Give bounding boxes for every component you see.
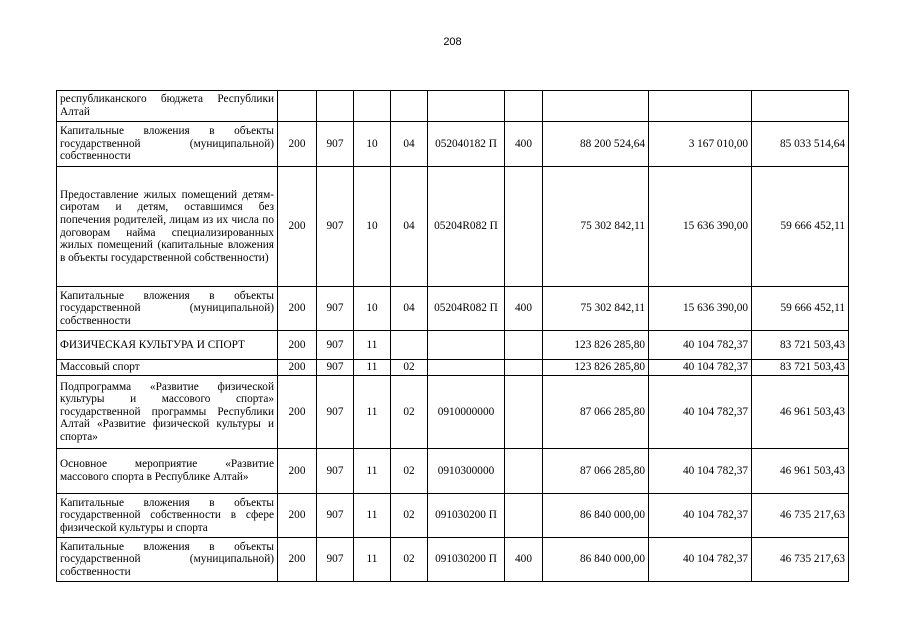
org-code-cell: 907 bbox=[317, 331, 354, 360]
expense-type-cell bbox=[505, 167, 543, 287]
republic-amount-cell bbox=[752, 91, 849, 122]
row-name-cell: Капитальные вложения в объекты государственной (муниципальной) собственности bbox=[57, 538, 278, 582]
federal-amount-cell: 40 104 782,37 bbox=[649, 538, 752, 582]
table-row bbox=[57, 331, 849, 360]
admin-code-cell: 200 bbox=[278, 376, 317, 449]
admin-code-cell: 200 bbox=[278, 538, 317, 582]
org-code-cell: 907 bbox=[317, 494, 354, 538]
subsection-cell: 02 bbox=[391, 360, 428, 376]
org-code-cell: 907 bbox=[317, 167, 354, 287]
republic-amount-cell: 83 721 503,43 bbox=[752, 331, 849, 360]
section-cell: 11 bbox=[354, 376, 391, 449]
section-cell bbox=[354, 91, 391, 122]
total-amount-cell: 123 826 285,80 bbox=[543, 360, 649, 376]
federal-amount-cell: 15 636 390,00 bbox=[649, 287, 752, 331]
org-code-cell: 907 bbox=[317, 538, 354, 582]
row-name-cell: Капитальные вложения в объекты государственной (муниципальной) собственности bbox=[57, 122, 278, 167]
total-amount-cell: 123 826 285,80 bbox=[543, 331, 649, 360]
target-code-cell bbox=[428, 360, 505, 376]
row-name-cell: Предоставление жилых помещений детям-сиротам и детям, оставшимся без попечения родителей, лицам из их числа по договорам найма специализированных жилых помещений (капитальные вложения в объекты государственной собственности) bbox=[57, 167, 278, 287]
federal-amount-cell: 40 104 782,37 bbox=[649, 449, 752, 494]
table-row bbox=[57, 494, 849, 538]
total-amount-cell: 86 840 000,00 bbox=[543, 494, 649, 538]
subsection-cell bbox=[391, 91, 428, 122]
expense-type-cell bbox=[505, 331, 543, 360]
federal-amount-cell: 3 167 010,00 bbox=[649, 122, 752, 167]
table-row bbox=[57, 538, 849, 582]
federal-amount-cell: 40 104 782,37 bbox=[649, 360, 752, 376]
expense-type-cell: 400 bbox=[505, 287, 543, 331]
org-code-cell: 907 bbox=[317, 287, 354, 331]
subsection-cell: 02 bbox=[391, 449, 428, 494]
target-code-cell: 0910000000 bbox=[428, 376, 505, 449]
org-code-cell: 907 bbox=[317, 360, 354, 376]
expense-type-cell: 400 bbox=[505, 538, 543, 582]
admin-code-cell: 200 bbox=[278, 287, 317, 331]
section-cell: 11 bbox=[354, 331, 391, 360]
admin-code-cell: 200 bbox=[278, 494, 317, 538]
total-amount-cell: 87 066 285,80 bbox=[543, 376, 649, 449]
org-code-cell: 907 bbox=[317, 376, 354, 449]
admin-code-cell: 200 bbox=[278, 449, 317, 494]
page-number: 208 bbox=[443, 36, 462, 48]
org-code-cell: 907 bbox=[317, 449, 354, 494]
total-amount-cell: 75 302 842,11 bbox=[543, 287, 649, 331]
subsection-cell: 02 bbox=[391, 494, 428, 538]
expense-type-cell bbox=[505, 449, 543, 494]
expense-type-cell bbox=[505, 91, 543, 122]
org-code-cell bbox=[317, 91, 354, 122]
admin-code-cell: 200 bbox=[278, 331, 317, 360]
budget-table bbox=[56, 90, 849, 582]
subsection-cell: 02 bbox=[391, 538, 428, 582]
expense-type-cell: 400 bbox=[505, 122, 543, 167]
republic-amount-cell: 46 961 503,43 bbox=[752, 449, 849, 494]
target-code-cell: 0910300000 bbox=[428, 449, 505, 494]
republic-amount-cell: 59 666 452,11 bbox=[752, 167, 849, 287]
section-cell: 10 bbox=[354, 122, 391, 167]
table-row bbox=[57, 287, 849, 331]
admin-code-cell bbox=[278, 91, 317, 122]
table-row bbox=[57, 360, 849, 376]
total-amount-cell: 87 066 285,80 bbox=[543, 449, 649, 494]
section-cell: 11 bbox=[354, 494, 391, 538]
admin-code-cell: 200 bbox=[278, 167, 317, 287]
section-cell: 10 bbox=[354, 167, 391, 287]
admin-code-cell: 200 bbox=[278, 122, 317, 167]
table-row bbox=[57, 376, 849, 449]
table-row bbox=[57, 449, 849, 494]
table-row bbox=[57, 167, 849, 287]
subsection-cell: 04 bbox=[391, 122, 428, 167]
republic-amount-cell: 83 721 503,43 bbox=[752, 360, 849, 376]
row-name-cell: Основное мероприятие «Развитие массового спорта в Республике Алтай» bbox=[57, 449, 278, 494]
federal-amount-cell: 40 104 782,37 bbox=[649, 331, 752, 360]
republic-amount-cell: 85 033 514,64 bbox=[752, 122, 849, 167]
table-row bbox=[57, 122, 849, 167]
org-code-cell: 907 bbox=[317, 122, 354, 167]
row-name-cell: Массовый спорт bbox=[57, 360, 278, 376]
target-code-cell bbox=[428, 91, 505, 122]
expense-type-cell bbox=[505, 494, 543, 538]
section-cell: 11 bbox=[354, 360, 391, 376]
row-name-cell: Подпрограмма «Развитие физической культуры и массового спорта» государственной программы Республики Алтай «Развитие физической культуры и спорта» bbox=[57, 376, 278, 449]
target-code-cell: 091030200 П bbox=[428, 538, 505, 582]
section-cell: 11 bbox=[354, 538, 391, 582]
admin-code-cell: 200 bbox=[278, 360, 317, 376]
row-name-cell: Капитальные вложения в объекты государственной собственности в сфере физической культуры и спорта bbox=[57, 494, 278, 538]
row-name-cell: ФИЗИЧЕСКАЯ КУЛЬТУРА И СПОРТ bbox=[57, 331, 278, 360]
total-amount-cell bbox=[543, 91, 649, 122]
republic-amount-cell: 59 666 452,11 bbox=[752, 287, 849, 331]
row-name-cell: Капитальные вложения в объекты государственной (муниципальной) собственности bbox=[57, 287, 278, 331]
federal-amount-cell: 40 104 782,37 bbox=[649, 494, 752, 538]
republic-amount-cell: 46 735 217,63 bbox=[752, 538, 849, 582]
expense-type-cell bbox=[505, 360, 543, 376]
subsection-cell bbox=[391, 331, 428, 360]
target-code-cell: 05204R082 П bbox=[428, 167, 505, 287]
row-name-cell: республиканского бюджета Республики Алтай bbox=[57, 91, 278, 122]
total-amount-cell: 88 200 524,64 bbox=[543, 122, 649, 167]
section-cell: 10 bbox=[354, 287, 391, 331]
federal-amount-cell: 15 636 390,00 bbox=[649, 167, 752, 287]
target-code-cell: 052040182 П bbox=[428, 122, 505, 167]
total-amount-cell: 86 840 000,00 bbox=[543, 538, 649, 582]
target-code-cell: 091030200 П bbox=[428, 494, 505, 538]
subsection-cell: 02 bbox=[391, 376, 428, 449]
section-cell: 11 bbox=[354, 449, 391, 494]
target-code-cell: 05204R082 П bbox=[428, 287, 505, 331]
target-code-cell bbox=[428, 331, 505, 360]
federal-amount-cell: 40 104 782,37 bbox=[649, 376, 752, 449]
republic-amount-cell: 46 961 503,43 bbox=[752, 376, 849, 449]
republic-amount-cell: 46 735 217,63 bbox=[752, 494, 849, 538]
subsection-cell: 04 bbox=[391, 287, 428, 331]
federal-amount-cell bbox=[649, 91, 752, 122]
table-row bbox=[57, 91, 849, 122]
expense-type-cell bbox=[505, 376, 543, 449]
subsection-cell: 04 bbox=[391, 167, 428, 287]
total-amount-cell: 75 302 842,11 bbox=[543, 167, 649, 287]
